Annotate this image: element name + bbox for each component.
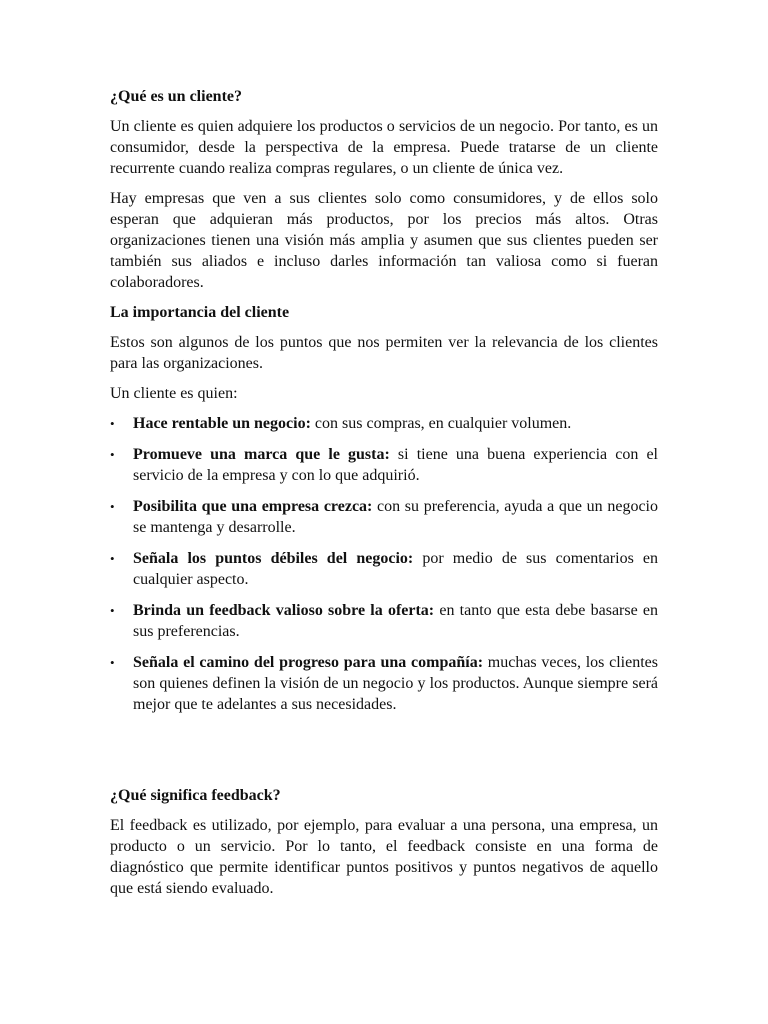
- list-item: [110, 413, 658, 434]
- list-item-text: muchas veces, los clientes son quienes definen la visión de un negocio y los productos. Aunque siempre será mejor que te adelantes a sus necesidades.: [133, 654, 658, 713]
- bullet-icon: •: [110, 447, 115, 462]
- paragraph-vision-empresas: Hay empresas que ven a sus clientes solo como consumidores, y de ellos solo esperan que adquieran más productos, por los precios más altos. Otras organizaciones tienen una visión más amplia y asumen que sus clientes pueden ser también sus aliados e incluso darles información tan valiosa como si fueran colaboradores.: [110, 190, 658, 291]
- paragraph-un-cliente-es-quien: Un cliente es quien:: [110, 385, 238, 402]
- list-item: [110, 652, 658, 715]
- document-page: [110, 86, 658, 908]
- list-item: [110, 496, 658, 538]
- list-item: [110, 444, 658, 486]
- section-heading-que-significa-feedback: ¿Qué significa feedback?: [110, 787, 281, 804]
- list-item-title: Brinda un feedback valioso sobre la oferta:: [133, 602, 435, 619]
- paragraph-definicion-feedback: El feedback es utilizado, por ejemplo, para evaluar a una persona, una empresa, un producto o un servicio. Por lo tanto, el feedback consiste en una forma de diagnóstico que permite identificar puntos positivos y puntos negativos de aquello que está siendo evaluado.: [110, 817, 658, 897]
- section-heading-que-es-cliente: ¿Qué es un cliente?: [110, 88, 242, 105]
- bullet-icon: •: [110, 416, 115, 431]
- bullet-list: [110, 413, 658, 715]
- list-item-title: Posibilita que una empresa crezca:: [133, 498, 373, 515]
- paragraph-relevancia: Estos son algunos de los puntos que nos permiten ver la relevancia de los clientes para las organizaciones.: [110, 334, 658, 372]
- paragraph-definicion-cliente: Un cliente es quien adquiere los productos o servicios de un negocio. Por tanto, es un consumidor, desde la perspectiva de la empresa. Puede tratarse de un cliente recurrente cuando realiza compras regulares, o un cliente de única vez.: [110, 118, 658, 177]
- list-item-title: Señala los puntos débiles del negocio:: [133, 550, 414, 567]
- bullet-icon: •: [110, 551, 115, 566]
- list-item-text: en tanto que esta debe basarse en sus preferencias.: [133, 602, 658, 640]
- list-item: [110, 600, 658, 642]
- bullet-icon: •: [110, 603, 115, 618]
- list-item-title: Promueve una marca que le gusta:: [133, 446, 390, 463]
- list-item-text: por medio de sus comentarios en cualquier aspecto.: [133, 550, 659, 588]
- list-item-title: Hace rentable un negocio:: [133, 415, 311, 432]
- list-item-title: Señala el camino del progreso para una compañía:: [133, 654, 484, 671]
- list-item: [110, 548, 658, 590]
- list-item-text: con su preferencia, ayuda a que un negocio se mantenga y desarrolle.: [133, 498, 658, 536]
- bullet-icon: •: [110, 655, 115, 670]
- section-heading-importancia-cliente: La importancia del cliente: [110, 304, 290, 321]
- list-item-text: si tiene una buena experiencia con el servicio de la empresa y con lo que adquirió.: [133, 446, 658, 484]
- list-item-text: con sus compras, en cualquier volumen.: [310, 415, 572, 432]
- vertical-spacer: [110, 725, 658, 785]
- bullet-icon: •: [110, 499, 115, 514]
